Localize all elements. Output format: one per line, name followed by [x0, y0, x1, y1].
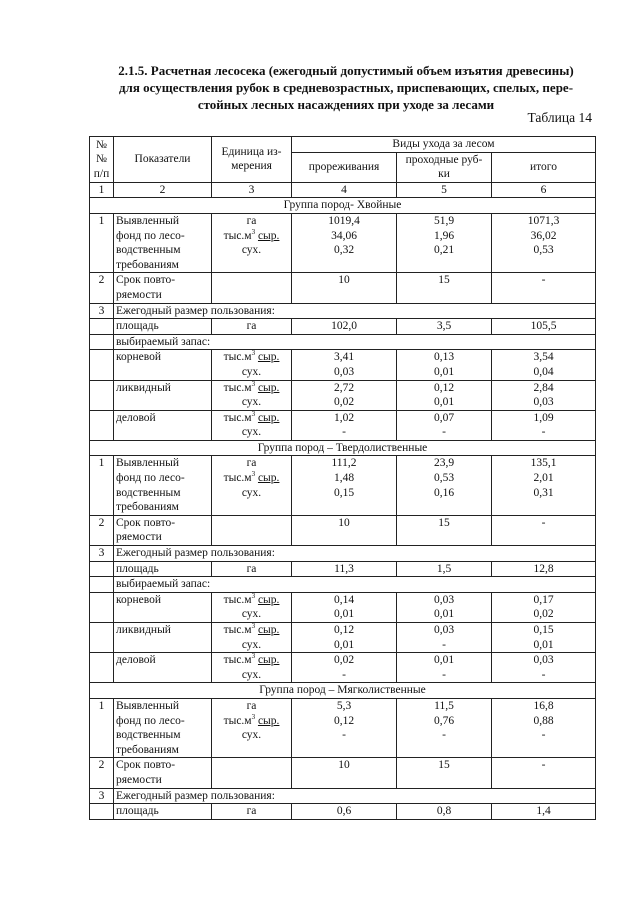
- row-number: 2: [90, 273, 114, 303]
- unit-cell: [212, 592, 292, 622]
- unit-label: $тыс.м^3$ сыр. сух.: [223, 379, 280, 409]
- annual-use-row: [90, 546, 596, 562]
- value-passing: 1,5: [397, 561, 492, 577]
- value-total: 1,4: [492, 804, 596, 820]
- group-title: Группа пород – Мягколиственные: [90, 683, 596, 699]
- table-number: Таблица 14: [527, 110, 592, 125]
- indicator-label: деловой: [114, 653, 212, 683]
- stock-row: [90, 410, 596, 440]
- value-passing: 0,07 -: [397, 410, 492, 440]
- stock-label-row: [90, 334, 596, 350]
- area-row: [90, 561, 596, 577]
- indicator-label: корневой: [114, 350, 212, 380]
- row-number: [90, 410, 114, 440]
- identified-fund-row: [90, 698, 596, 757]
- indicator-label: Выявленный фонд по лесо- водственным требованиям: [114, 456, 212, 515]
- unit-label: $тыс.м^3$ сыр. сух.: [223, 227, 280, 257]
- value-passing: 23,9 0,53 0,16: [397, 456, 492, 515]
- row-number: 2: [90, 515, 114, 545]
- value-total: -: [492, 515, 596, 545]
- unit-cell: га: [212, 561, 292, 577]
- value-thinning: 102,0: [292, 319, 397, 335]
- identified-fund-row: [90, 213, 596, 272]
- unit-label: $тыс.м^3$ сыр. сух.: [223, 349, 280, 378]
- value-thinning: 5,3 0,12 -: [292, 698, 397, 757]
- row-number: 1: [90, 698, 114, 757]
- value-passing: 51,9 1,96 0,21: [397, 213, 492, 272]
- row-number: [90, 592, 114, 622]
- header-thinning: прореживания: [292, 152, 397, 182]
- annual-use-label: Ежегодный размер пользования:: [114, 788, 596, 804]
- row-number: [90, 350, 114, 380]
- unit-cell: [212, 410, 292, 440]
- indicator-label: ликвидный: [114, 380, 212, 410]
- annual-use-row: [90, 303, 596, 319]
- value-thinning: 111,2 1,48 0,15: [292, 456, 397, 515]
- group-title-row: [90, 440, 596, 456]
- indicator-label: площадь: [114, 319, 212, 335]
- value-total: 0,03 -: [492, 653, 596, 683]
- row-number: [90, 653, 114, 683]
- unit-cell: га: [212, 804, 292, 820]
- column-number: 1: [90, 182, 114, 198]
- unit-label: $тыс.м^3$ сыр. сух.: [223, 622, 280, 651]
- stock-label: выбираемый запас:: [114, 334, 596, 350]
- value-thinning: 3,41 0,03: [292, 350, 397, 380]
- area-row: [90, 804, 596, 820]
- value-passing: 0,12 0,01: [397, 380, 492, 410]
- header-passing: проходные руб- ки: [397, 152, 492, 182]
- value-total: 0,15 0,01: [492, 623, 596, 653]
- value-thinning: 0,02 -: [292, 653, 397, 683]
- value-passing: 15: [397, 273, 492, 303]
- unit-cell: [212, 350, 292, 380]
- column-number: 6: [492, 182, 596, 198]
- unit-cell: га $тыс.м^3$ сыр. сух.: [212, 213, 292, 272]
- indicator-label: ликвидный: [114, 623, 212, 653]
- value-passing: 0,13 0,01: [397, 350, 492, 380]
- indicator-label: площадь: [114, 804, 212, 820]
- annual-use-label: Ежегодный размер пользования:: [114, 546, 596, 562]
- indicator-label: Срок повто- ряемости: [114, 515, 212, 545]
- group-title-row: [90, 198, 596, 214]
- row-number: 3: [90, 546, 114, 562]
- value-passing: 0,8: [397, 804, 492, 820]
- unit-label: $тыс.м^3$ сыр. сух.: [223, 591, 280, 621]
- row-number: 3: [90, 788, 114, 804]
- header-num: № № п/п: [90, 137, 114, 183]
- indicator-label: площадь: [114, 561, 212, 577]
- group-title: Группа пород- Хвойные: [90, 198, 596, 214]
- value-total: 2,84 0,03: [492, 380, 596, 410]
- stock-row: [90, 592, 596, 622]
- value-thinning: 10: [292, 758, 397, 788]
- value-thinning: 1,02 -: [292, 410, 397, 440]
- indicator-label: корневой: [114, 592, 212, 622]
- row-number: 1: [90, 213, 114, 272]
- area-row: [90, 319, 596, 335]
- unit-label: $тыс.м^3$ сыр. сух.: [223, 470, 280, 499]
- value-total: 135,1 2,01 0,31: [492, 456, 596, 515]
- unit-cell: [212, 623, 292, 653]
- annual-use-row: [90, 788, 596, 804]
- row-number: [90, 804, 114, 820]
- stock-label: выбираемый запас:: [114, 577, 596, 593]
- value-total: 3,54 0,04: [492, 350, 596, 380]
- value-passing: 0,01 -: [397, 653, 492, 683]
- indicator-label: деловой: [114, 410, 212, 440]
- unit-cell: [212, 273, 292, 303]
- value-total: 1,09 -: [492, 410, 596, 440]
- title-line: для осуществления рубок в средневозрастных, приспевающих, спелых, пере-: [118, 80, 574, 95]
- value-thinning: 0,12 0,01: [292, 623, 397, 653]
- unit-cell: га: [212, 319, 292, 335]
- stock-row: [90, 653, 596, 683]
- value-passing: 0,03 -: [397, 623, 492, 653]
- value-passing: 0,03 0,01: [397, 592, 492, 622]
- indicator-label: Срок повто- ряемости: [114, 758, 212, 788]
- column-number: 3: [212, 182, 292, 198]
- column-number: 2: [114, 182, 212, 198]
- header-indicators: Показатели: [114, 137, 212, 183]
- unit-label: $тыс.м^3$ сыр. сух.: [223, 712, 280, 742]
- stock-row: [90, 623, 596, 653]
- unit-cell: [212, 380, 292, 410]
- unit-label: $тыс.м^3$ сыр. сух.: [223, 409, 280, 439]
- unit-cell: га $тыс.м^3$ сыр. сух.: [212, 698, 292, 757]
- stock-label-row: [90, 577, 596, 593]
- header-care-types: Виды ухода за лесом: [292, 137, 596, 153]
- unit-cell: га $тыс.м^3$ сыр. сух.: [212, 456, 292, 515]
- row-number: 2: [90, 758, 114, 788]
- unit-cell: [212, 758, 292, 788]
- value-thinning: 10: [292, 515, 397, 545]
- row-number: 3: [90, 303, 114, 319]
- header-total: итого: [492, 152, 596, 182]
- value-total: 1071,3 36,02 0,53: [492, 213, 596, 272]
- row-number: [90, 623, 114, 653]
- value-thinning: 0,6: [292, 804, 397, 820]
- stock-row: [90, 350, 596, 380]
- value-total: 12,8: [492, 561, 596, 577]
- value-total: -: [492, 273, 596, 303]
- unit-cell: [212, 653, 292, 683]
- document-title: [92, 62, 600, 113]
- value-passing: 11,5 0,76 -: [397, 698, 492, 757]
- value-thinning: 10: [292, 273, 397, 303]
- value-passing: 15: [397, 758, 492, 788]
- row-number: [90, 334, 114, 350]
- value-total: 0,17 0,02: [492, 592, 596, 622]
- column-number-row: [90, 182, 596, 198]
- value-thinning: 1019,4 34,06 0,32: [292, 213, 397, 272]
- value-thinning: 2,72 0,02: [292, 380, 397, 410]
- group-title: Группа пород – Твердолиственные: [90, 440, 596, 456]
- title-line: 2.1.5. Расчетная лесосека (ежегодный допустимый объем изъятия древесины): [118, 63, 574, 78]
- column-number: 4: [292, 182, 397, 198]
- unit-label: $тыс.м^3$ сыр. сух.: [223, 652, 280, 681]
- header-unit: Единица из- мерения: [212, 137, 292, 183]
- value-thinning: 0,14 0,01: [292, 592, 397, 622]
- row-number: [90, 561, 114, 577]
- value-total: 105,5: [492, 319, 596, 335]
- unit-cell: [212, 515, 292, 545]
- identified-fund-row: [90, 456, 596, 515]
- row-number: [90, 577, 114, 593]
- indicator-label: Выявленный фонд по лесо- водственным требованиям: [114, 698, 212, 757]
- header-row: [90, 137, 596, 153]
- value-thinning: 11,3: [292, 561, 397, 577]
- period-row: [90, 273, 596, 303]
- row-number: [90, 319, 114, 335]
- value-passing: 15: [397, 515, 492, 545]
- indicator-label: Срок повто- ряемости: [114, 273, 212, 303]
- row-number: [90, 380, 114, 410]
- period-row: [90, 515, 596, 545]
- value-passing: 3,5: [397, 319, 492, 335]
- stock-row: [90, 380, 596, 410]
- annual-use-label: Ежегодный размер пользования:: [114, 303, 596, 319]
- allowable-cut-table: [89, 136, 596, 820]
- title-line: стойных лесных насаждениях при уходе за лесами: [197, 97, 495, 112]
- row-number: 1: [90, 456, 114, 515]
- group-title-row: [90, 683, 596, 699]
- period-row: [90, 758, 596, 788]
- value-total: 16,8 0,88 -: [492, 698, 596, 757]
- value-total: -: [492, 758, 596, 788]
- column-number: 5: [397, 182, 492, 198]
- indicator-label: Выявленный фонд по лесо- водственным требованиям: [114, 213, 212, 272]
